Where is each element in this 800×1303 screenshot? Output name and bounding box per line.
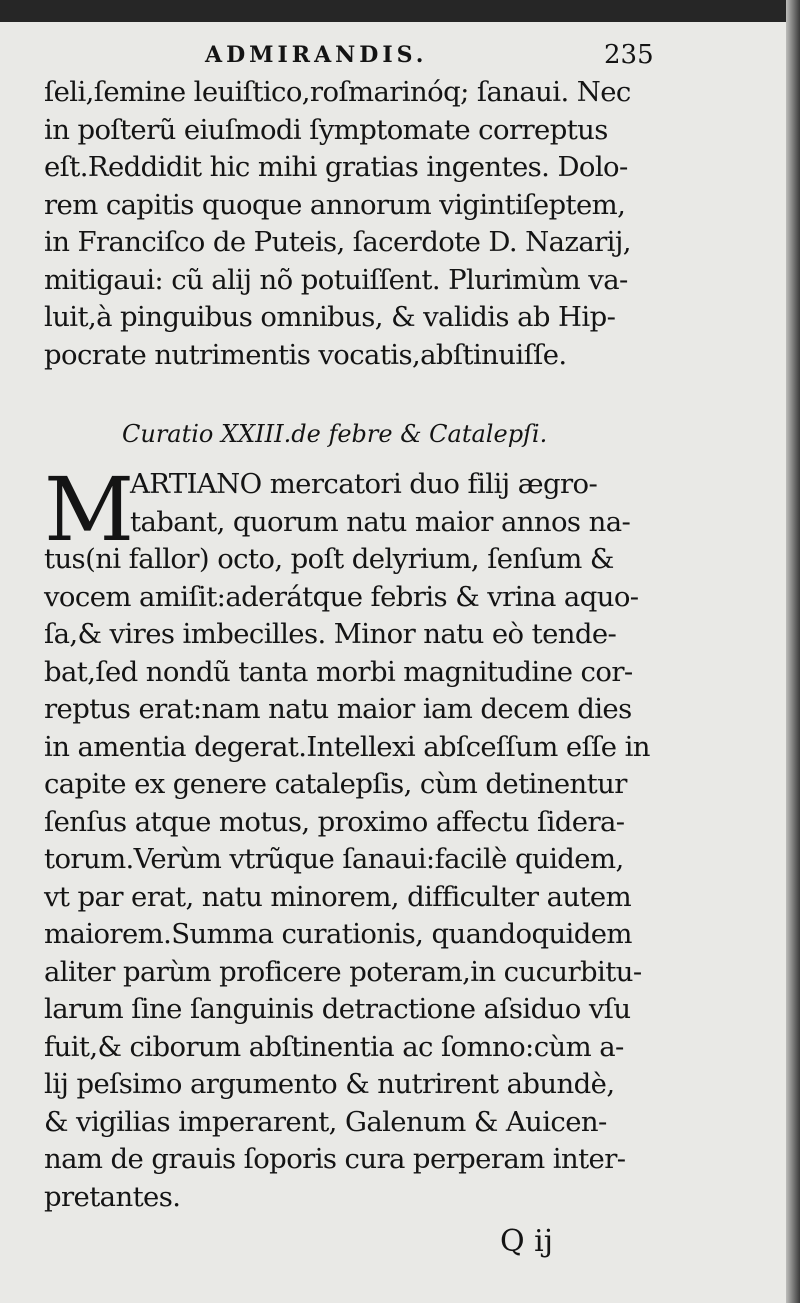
- paragraph-2: [44, 458, 664, 1216]
- text-line: pretantes.: [44, 1180, 181, 1213]
- text-line: luit,à pinguibus omnibus, & validis ab Hip-: [44, 301, 616, 333]
- paragraph-1: [44, 74, 664, 374]
- text-line: lij peſsimo argumento & nutrirent abundè,: [44, 1068, 615, 1100]
- text-line: capite ex genere catalepſis, cùm detinentur: [44, 768, 627, 800]
- text-line: vocem amiſit:aderátque febris & vrina aquo-: [44, 580, 639, 613]
- text-line: vt par erat, natu minorem, difficulter autem: [44, 880, 632, 913]
- text-line: mitigaui: cũ alij nõ potuiſſent. Plurimùm va-: [44, 263, 628, 296]
- text-line: tabant, quorum natu maior annos na-: [130, 505, 631, 538]
- drop-cap: M: [44, 458, 135, 561]
- text-line: torum.Verùm vtrũque ſanaui:facilè quidem,: [44, 843, 624, 875]
- text-line: tus(ni fallor) octo, poſt delyrium, ſenſum &: [44, 543, 614, 575]
- text-line: ARTIANO mercatori duo filij ægro-: [130, 468, 598, 500]
- text-line: fuit,& ciborum abſtinentia ac ſomno:cùm a-: [44, 1030, 624, 1063]
- section-heading: Curatio XXIII.de febre & Catalepſi.: [122, 420, 548, 448]
- text-line: in Franciſco de Puteis, ſacerdote D. Nazarij,: [44, 226, 631, 258]
- text-line: pocrate nutrimentis vocatis,abſtinuiſſe.: [44, 338, 567, 371]
- text-line: & vigilias imperarent, Galenum & Auicen-: [44, 1105, 607, 1138]
- text-line: aliter parùm proficere poteram,in cucurbitu-: [44, 955, 642, 988]
- catchword: Q ij: [500, 1224, 554, 1259]
- page-number: 235: [604, 40, 654, 70]
- text-line: eſt.Reddidit hic mihi gratias ingentes. Dolo-: [44, 151, 628, 183]
- text-line: maiorem.Summa curationis, quandoquidem: [44, 918, 632, 950]
- text-line: ſeli,ſemine leuiſtico,roſmarinóq; ſanaui. Nec: [44, 76, 631, 108]
- text-line: in amentia degerat.Intellexi abſceſſum eſſe in: [44, 730, 650, 763]
- text-line: in poſterũ eiuſmodi ſymptomate correptus: [44, 113, 608, 146]
- text-line: rem capitis quoque annorum vigintiſeptem,: [44, 188, 626, 221]
- running-head: ADMIRANDIS.: [205, 42, 428, 68]
- text-line: ſa,& vires imbecilles. Minor natu eò tende-: [44, 618, 617, 650]
- text-line: reptus erat:nam natu maior iam decem dies: [44, 693, 632, 725]
- text-line: bat,ſed nondũ tanta morbi magnitudine cor-: [44, 655, 633, 688]
- text-line: ſenſus atque motus, proximo affectu ſidera-: [44, 805, 625, 838]
- text-line: larum ſine ſanguinis detractione aſsiduo vſu: [44, 993, 631, 1025]
- text-line: nam de grauis ſoporis cura perperam inter-: [44, 1143, 626, 1175]
